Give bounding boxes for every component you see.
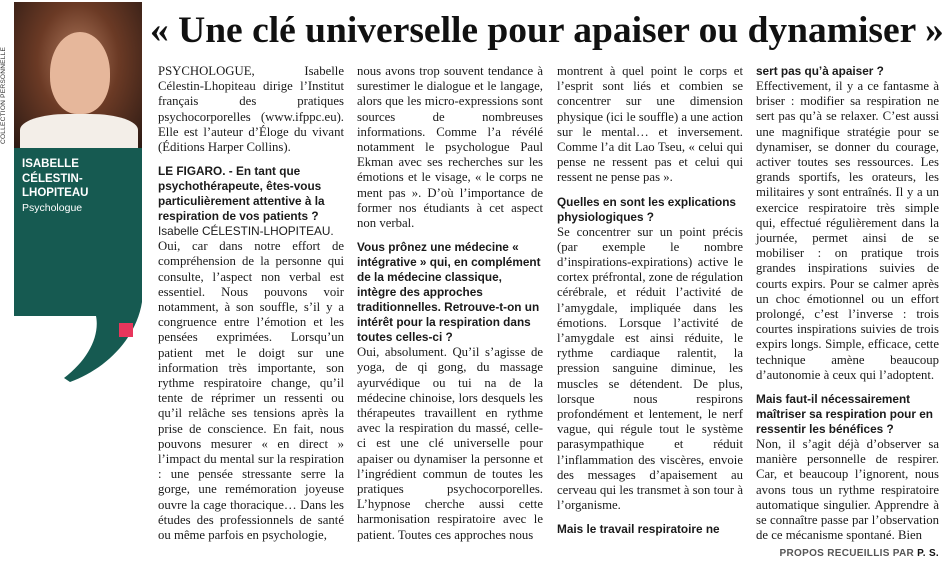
intro-text: PSYCHOLOGUE, Isabelle Célestin-Lhopiteau dirige l’Institut français des pratiques psychocorporelles (www.ifppc.eu). Elle est l’auteur d’Éloge du vivant (Éditions Harper Collins). (158, 64, 344, 155)
article-column-3 (557, 64, 743, 537)
answer-1-speaker: Isabelle CÉLESTIN-LHOPITEAU. (158, 224, 334, 239)
question-4: Mais le travail respiratoire ne (557, 522, 720, 537)
signoff-initials: P. S. (917, 548, 939, 559)
article-column-4 (756, 64, 939, 543)
answer-2: Oui, absolument. Qu’il s’agisse de yoga, de qi gong, du massage ayurvédique ou tui na de la médecine chinoise, lors desquels les thérapeutes travaillent en rythme avec la respiration du massé, celle-ci est une clé universelle pour apaiser ou dynamiser la personne et l’ingrédient commun de toutes les pratiques psychocorporelles. L’hypnose cherche aussi cette harmonisation respiratoire avec le patient. Toutes ces approches nous (357, 345, 543, 542)
answer-2: montrent à quel point le corps et l’esprit sont liés et combien se concentrer sur une dimension physique (ici le souffle) a une action sur le mental… et inversement. Comme l’a dit Lao Tseu, « celui qui pense ne ressent pas et celui qui ressent ne pense pas ». (557, 64, 743, 185)
answer-1: Oui, car dans notre effort de compréhension de la personne qui consulte, l’aspect non verbal est essentiel. Nous pouvons voir notamment, à son souffle, s’il y a congruence entre l’émotion et les pensées exprimées. Lorsqu’un patient met le doigt sur une information très importante, son rythme respiratoire change, qu’il tente de réprimer un ressenti ou qu’il relâche ses tensions après la prise de conscience. En fait, nous pouvons mesurer « en direct » l’impact du mental sur la respiration : une pensée stressante serre la gorge, une remémoration joyeuse ouvre la cage thoracique… Dans les études des professionnels de santé ou même parfois en psychologie, (158, 239, 344, 543)
question-4: sert pas qu’à apaiser ? (756, 64, 884, 78)
article-column-2 (357, 64, 543, 543)
answer-3: Se concentrer sur un point précis (par exemple le nombre d’inspirations-expirations) active le cortex préfrontal, zone de régulation cérébrale, et réduit l’activité de l’amygdale, impliquée dans les émotions. Lorsque l’activité de l’amygdale est ainsi réduite, le rythme cardiaque ralentit, la pression sanguine diminue, les muscles se détendent. De plus, lorsque nous respirons profondément et lentement, le nerf vague, qui régule tout le système parasympathique et réduit l’inflammation des viscères, envoie des messages d’apaisement au cerveau qui les transmet à son tour à l’organisme. (557, 224, 743, 513)
headline: « Une clé universelle pour apaiser ou dynamiser » (150, 10, 944, 51)
author-name-line-2: CÉLESTIN- (22, 172, 83, 185)
question-1: LE FIGARO. - En tant que psychothérapeute, êtes-vous particulièrement attentive à la respiration de vos patients ? (158, 164, 325, 224)
photo-credit: COLLECTION PERSONNELLE (0, 46, 7, 144)
article-column-1 (158, 64, 344, 543)
answer-5: Non, il s’agit déjà d’observer sa manière personnelle de respirer. Car, et beaucoup l’ignorent, nous avons tous un rythme respiratoire automatique singulier. Apprendre à se connaître passe par l’observation de ce mécanisme spontané. Bien (756, 437, 939, 543)
signoff-label: PROPOS RECUEILLIS PAR (779, 548, 915, 559)
author-role: Psychologue (22, 201, 83, 214)
author-photo (14, 2, 142, 148)
author-name-line-1: ISABELLE (22, 158, 79, 170)
answer-4: Effectivement, il y a ce fantasme à briser : modifier sa respiration ne sert pas qu’à se relaxer. C’est aussi une magnifique stratégie pour se dynamiser, se donner du courage, activer toutes ses ressources. Les grands sportifs, les orateurs, les militaires y sont entraînés. Il y a un exercice respiratoire très simple qui, effectué régulièrement dans la journée, permet ainsi de se mobiliser : on pratique trois grandes inspirations suivies de courts expirs. Pour se calmer après un choc émotionnel ou un effort prolongé, c’est l’inverse : trois courtes inspirations suivies de trois expirs longs. Simple, efficace, cette technique amène beaucoup d’autonomie à ceux qui l’adoptent. (756, 79, 939, 382)
answer-1: nous avons trop souvent tendance à surestimer le dialogue et le langage, alors que les micro-expressions sont sources de nombreuses informations. Comme l’a révélé notamment le psychologue Paul Ekman avec ses recherches sur les émotions et le visage, « le corps ne ment pas ». D’où l’importance de former nos étudiants à cet aspect non verbal. (357, 64, 543, 231)
question-5: Mais faut-il nécessairement maîtriser sa respiration pour en ressentir les bénéfices ? (756, 392, 934, 437)
author-name-line-3: LHOPITEAU (22, 187, 89, 199)
question-2: Vous prônez une médecine « intégrative » qui, en complément de la médecine classique, intègre des approches traditionnelles. Retrouve-t-on un intérêt pour la respiration dans toutes celles-ci ? (357, 240, 541, 345)
signoff (780, 548, 939, 559)
author-box (14, 148, 142, 282)
accent-square (119, 323, 133, 337)
question-3: Quelles en sont les explications physiologiques ? (557, 194, 736, 224)
